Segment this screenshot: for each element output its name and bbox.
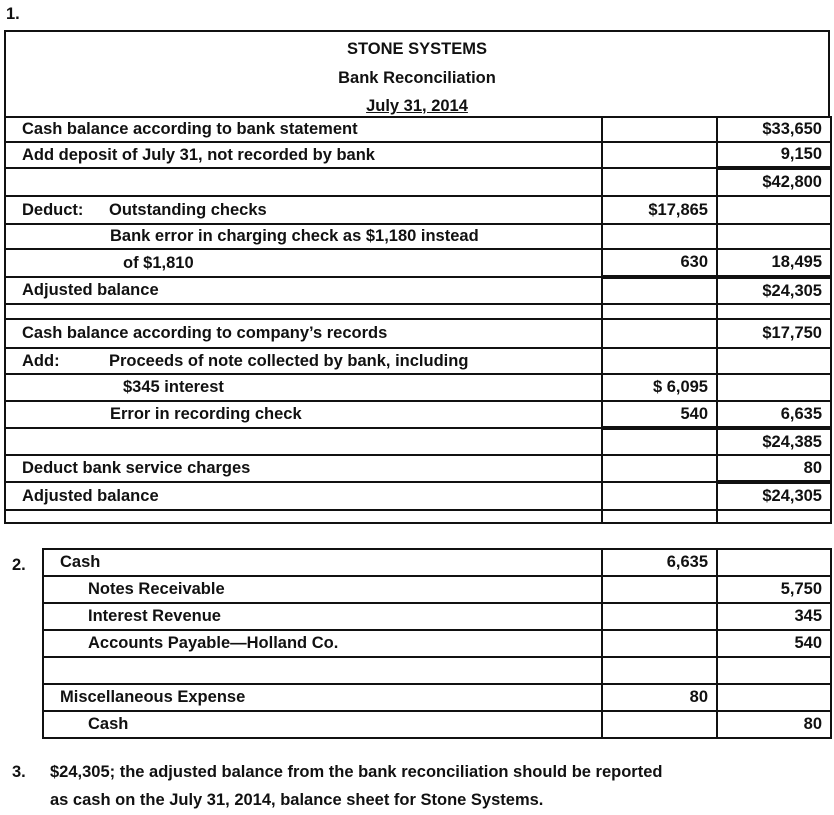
credit-amount <box>717 657 831 684</box>
amount-col2: $ 6,095 <box>602 374 717 401</box>
amount-col2 <box>602 428 717 455</box>
journal-row <box>43 684 831 711</box>
amount-col3 <box>717 374 831 401</box>
row-text: Adjusted balance <box>22 486 159 505</box>
row-label <box>5 142 602 168</box>
amount-col3 <box>717 304 831 319</box>
amount-col2 <box>602 319 717 348</box>
row-text: Proceeds of note collected by bank, including <box>109 351 469 370</box>
part3-line2: as cash on the July 31, 2014, balance sheet for Stone Systems. <box>50 791 544 809</box>
amount-col3: $24,305 <box>717 277 831 304</box>
row-text: of $1,810 <box>123 253 194 272</box>
reconciliation-row <box>5 374 831 401</box>
amount-col3: 9,150 <box>717 142 831 168</box>
statement-title: Bank Reconciliation <box>338 69 496 87</box>
reconciliation-row <box>5 482 831 510</box>
row-text: Add deposit of July 31, not recorded by bank <box>22 145 375 164</box>
journal-row <box>43 657 831 684</box>
amount-col3: $33,650 <box>717 117 831 142</box>
row-label <box>5 196 602 224</box>
amount-col2 <box>602 168 717 196</box>
row-label <box>5 249 602 277</box>
reconciliation-header <box>4 30 830 118</box>
journal-row <box>43 603 831 630</box>
journal-row <box>43 630 831 657</box>
row-label <box>5 428 602 455</box>
account-name: Notes Receivable <box>43 576 602 603</box>
amount-col2: 540 <box>602 401 717 428</box>
amount-col2 <box>602 117 717 142</box>
account-name: Accounts Payable—Holland Co. <box>43 630 602 657</box>
amount-col2 <box>602 224 717 249</box>
amount-col2 <box>602 277 717 304</box>
reconciliation-row <box>5 304 831 319</box>
debit-amount: 6,635 <box>602 549 717 576</box>
amount-col3: $42,800 <box>717 168 831 196</box>
statement-date: July 31, 2014 <box>366 97 468 115</box>
credit-amount: 80 <box>717 711 831 738</box>
row-text: Adjusted balance <box>22 281 159 300</box>
row-prefix: Add: <box>22 351 60 370</box>
row-text: Bank error in charging check as $1,180 instead <box>110 227 479 246</box>
row-label <box>5 374 602 401</box>
row-label <box>5 224 602 249</box>
row-text: Cash balance according to company’s records <box>22 324 388 343</box>
amount-col3: $24,385 <box>717 428 831 455</box>
amount-col2: $17,865 <box>602 196 717 224</box>
reconciliation-row <box>5 142 831 168</box>
amount-col3 <box>717 348 831 374</box>
row-label <box>5 319 602 348</box>
row-label <box>5 117 602 142</box>
reconciliation-row <box>5 168 831 196</box>
reconciliation-row <box>5 455 831 482</box>
reconciliation-row <box>5 249 831 277</box>
company-name: STONE SYSTEMS <box>347 40 487 58</box>
account-name: Miscellaneous Expense <box>43 684 602 711</box>
amount-col3: 18,495 <box>717 249 831 277</box>
journal-row <box>43 549 831 576</box>
journal-row <box>43 711 831 738</box>
row-label <box>5 348 602 374</box>
row-text: Error in recording check <box>110 405 302 424</box>
journal-row <box>43 576 831 603</box>
bank-reconciliation-table <box>4 116 832 524</box>
part1-number: 1. <box>6 5 20 23</box>
amount-col2 <box>602 455 717 482</box>
account-name: Cash <box>43 549 602 576</box>
row-text: Outstanding checks <box>109 200 267 219</box>
debit-amount <box>602 630 717 657</box>
reconciliation-row <box>5 510 831 523</box>
reconciliation-row <box>5 319 831 348</box>
amount-col3: $17,750 <box>717 319 831 348</box>
amount-col2 <box>602 348 717 374</box>
row-label <box>5 401 602 428</box>
reconciliation-row <box>5 277 831 304</box>
amount-col3 <box>717 224 831 249</box>
row-label <box>5 168 602 196</box>
part3-number: 3. <box>12 763 26 781</box>
amount-col2 <box>602 510 717 523</box>
reconciliation-row <box>5 117 831 142</box>
account-name <box>43 657 602 684</box>
reconciliation-row <box>5 224 831 249</box>
amount-col2 <box>602 142 717 168</box>
account-name: Interest Revenue <box>43 603 602 630</box>
amount-col2: 630 <box>602 249 717 277</box>
row-prefix: Deduct: <box>22 200 84 219</box>
credit-amount <box>717 549 831 576</box>
row-label <box>5 277 602 304</box>
credit-amount: 345 <box>717 603 831 630</box>
row-text: Deduct bank service charges <box>22 459 251 478</box>
row-label <box>5 510 602 523</box>
credit-amount: 5,750 <box>717 576 831 603</box>
reconciliation-row <box>5 196 831 224</box>
credit-amount <box>717 684 831 711</box>
amount-col3 <box>717 196 831 224</box>
part2-number: 2. <box>12 556 26 574</box>
reconciliation-row <box>5 428 831 455</box>
row-text: $345 interest <box>123 378 224 397</box>
account-name: Cash <box>43 711 602 738</box>
amount-col3: 80 <box>717 455 831 482</box>
row-label <box>5 304 602 319</box>
row-label <box>5 482 602 510</box>
amount-col2 <box>602 482 717 510</box>
reconciliation-row <box>5 348 831 374</box>
journal-entries-table <box>42 548 832 739</box>
row-label <box>5 455 602 482</box>
row-text: Cash balance according to bank statement <box>22 120 358 139</box>
reconciliation-row <box>5 401 831 428</box>
debit-amount <box>602 576 717 603</box>
amount-col2 <box>602 304 717 319</box>
amount-col3: $24,305 <box>717 482 831 510</box>
credit-amount: 540 <box>717 630 831 657</box>
debit-amount <box>602 711 717 738</box>
debit-amount: 80 <box>602 684 717 711</box>
amount-col3: 6,635 <box>717 401 831 428</box>
part3-line1: $24,305; the adjusted balance from the bank reconciliation should be reported <box>50 763 663 781</box>
debit-amount <box>602 603 717 630</box>
amount-col3 <box>717 510 831 523</box>
debit-amount <box>602 657 717 684</box>
